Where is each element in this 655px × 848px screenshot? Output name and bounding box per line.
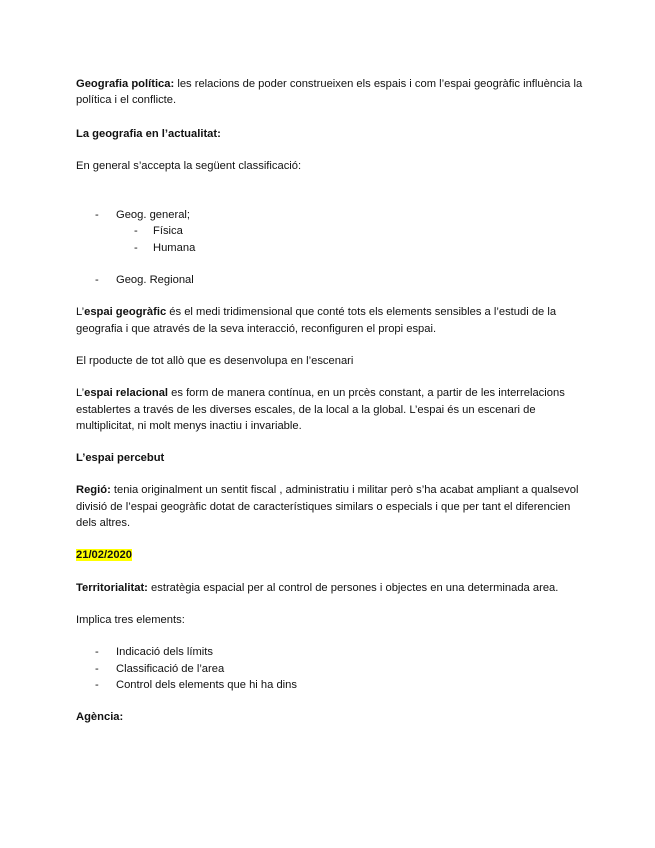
- list-item: - Física: [76, 223, 586, 239]
- actualitat-heading: La geografia en l’actualitat:: [76, 127, 221, 140]
- dash-bullet: -: [95, 678, 99, 691]
- dash-bullet: -: [95, 646, 99, 659]
- date-heading: [76, 547, 586, 563]
- list-item: - Classificació de l’area: [76, 661, 586, 677]
- producte-paragraph: El rpoducte de tot allò que es desenvolupa en l’escenari: [76, 354, 354, 367]
- geografia-politica-paragraph: [76, 76, 586, 109]
- territorialitat-paragraph: Territorialitat: estratègia espacial per al control de persones i objectes en una determinada area.: [76, 581, 559, 594]
- elements-list: [76, 644, 586, 693]
- agencia-heading: Agència:: [76, 711, 124, 724]
- classificacio-intro: En general s’accepta la següent classificació:: [76, 159, 302, 172]
- list-item: - Control dels elements que hi ha dins: [76, 677, 586, 693]
- implica-paragraph: Implica tres elements:: [76, 613, 185, 626]
- dash-bullet: -: [95, 662, 99, 675]
- document-page: [76, 76, 586, 725]
- classificacio-list: [76, 207, 586, 288]
- list-item: - Humana: [76, 240, 586, 256]
- espai-percebut-heading: L’espai percebut: [76, 452, 165, 465]
- dash-bullet: -: [95, 274, 99, 287]
- geografia-politica-term: Geografia política:: [76, 78, 175, 90]
- list-item: - Indicació dels límits: [76, 644, 586, 660]
- list-item: - Geog. general;: [76, 207, 586, 223]
- regio-paragraph: Regió: tenia originalment un sentit fiscal , administratiu i militar però s’ha acabat ampliant a qualsevol divisió de l’espai geogràfic dotat de característiques similars o especials i que per tant el diferencien dels altres.: [76, 484, 579, 530]
- date-highlight: 21/02/2020: [76, 549, 132, 562]
- dash-bullet: -: [95, 209, 99, 222]
- list-item: - Geog. Regional: [76, 272, 586, 288]
- geografia-politica-text: les relacions de poder construeixen els espais i com l’espai geogràfic influència la política i el conflicte.: [76, 78, 583, 107]
- espai-relacional-paragraph: L’espai relacional es form de manera contínua, en un prcès constant, a partir de les interrelacions establertes a través de les diverses escales, de la local a la global. L’espai és un escenari de multiplicitat, ni molt menys inactiu i invariable.: [76, 387, 565, 432]
- dash-bullet: -: [134, 241, 138, 254]
- espai-geografic-paragraph: L’espai geogràfic és el medi tridimensional que conté tots els elements sensibles a l’estudi de la geografia i que através de la seva interacció, reconfiguren el propi espai.: [76, 306, 557, 335]
- dash-bullet: -: [134, 225, 138, 238]
